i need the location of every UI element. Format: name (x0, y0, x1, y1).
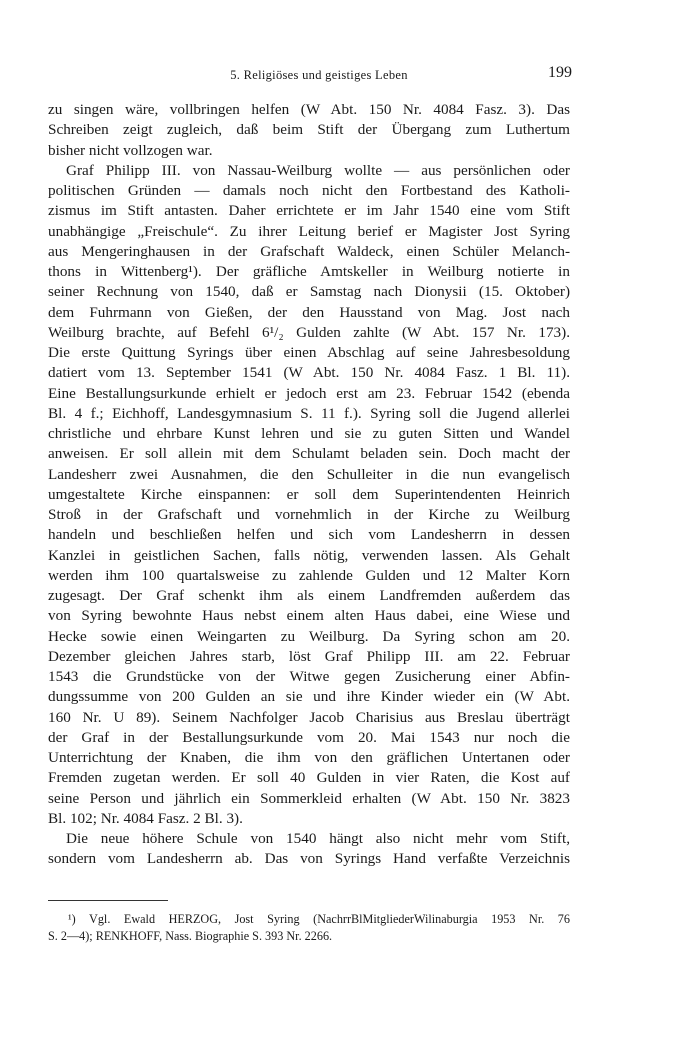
text-line: 1543 die Grundstücke von der Witwe gegen Zusicherung einer Abfin- (48, 668, 570, 685)
footnote-line: ¹) Vgl. Ewald HERZOG, Jost Syring (NachrrBlMitgliederWilinaburgia 1953 Nr. 76 (68, 912, 570, 926)
text-line: zugesagt. Der Graf schenkt ihm als einem Landfremden außerdem das (48, 587, 570, 604)
text-line: Stroß in der Grafschaft und vornehmlich in der Kirche zu Weilburg (48, 506, 570, 523)
text-line: sondern vom Landesherrn ab. Das von Syrings Hand verfaßte Verzeichnis (48, 850, 570, 868)
text-line: Bl. 4 f.; Eichhoff, Landesgymnasium S. 11 f.). Syring soll die Jugend allerlei (48, 404, 570, 422)
text-line: datiert vom 13. September 1541 (W Abt. 150 Nr. 4084 Fasz. 1 Bl. 11). (48, 364, 570, 382)
text-line: anweisen. Er soll allein mit dem Schulamt beladen sein. Doch macht der (48, 445, 570, 463)
running-header (66, 64, 572, 88)
footnotes (48, 911, 570, 944)
text-line: Schreiben zeigt zugleich, daß beim Stift der Übergang zum Luthertum (48, 121, 570, 139)
text-line: christliche und ehrbare Kunst lehren und sie zu guten Sitten und Wandel (48, 425, 570, 442)
text-line: dem Fuhrmann von Gießen, der den Hausstand von Mag. Jost nach (48, 303, 570, 321)
text-line: Kanzlei in geistlichen Sachen, falls nötig, verwenden lassen. Als Gehalt (48, 546, 570, 564)
page-number: 199 (548, 64, 572, 81)
footnote-line: S. 2—4); RENKHOFF, Nass. Biographie S. 393 Nr. 2266. (48, 928, 333, 943)
text-line: Bl. 102; Nr. 4084 Fasz. 2 Bl. 3). (48, 809, 243, 827)
paragraph (48, 100, 570, 161)
text-line: aus Mengeringhausen in der Grafschaft Waldeck, einen Schüler Melanch- (48, 242, 570, 260)
text-line: seine Person und jährlich ein Sommerkleid erhalten (W Abt. 150 Nr. 3823 (48, 789, 570, 807)
body-text (48, 100, 570, 870)
text-line: bisher nicht vollzogen war. (48, 141, 213, 159)
text-line: Eine Bestallungsurkunde erhielt er jedoch erst am 23. Februar 1542 (ebenda (48, 384, 570, 402)
text-line: seiner Rechnung von 1540, daß er Samstag nach Dionysii (15. Oktober) (48, 283, 570, 301)
text-line: Graf Philipp III. von Nassau-Weilburg wollte — aus persönlichen oder (66, 161, 570, 179)
text-line: Unterrichtung der Knaben, die ihm von den gräflichen Untertanen oder (48, 749, 570, 766)
text-line: Die neue höhere Schule von 1540 hängt also nicht mehr vom Stift, (66, 830, 570, 847)
text-line: Weilburg brachte, auf Befehl 6¹/₂ Gulden zahlte (W Abt. 157 Nr. 173). (48, 323, 570, 341)
text-line: unabhängige „Freischule“. Zu ihrer Leitung berief er Magister Jost Syring (48, 222, 570, 240)
text-line: dungssumme von 200 Gulden an sie und ihre Kinder wieder ein (W Abt. (48, 688, 570, 706)
text-line: werden ihm 100 quartalsweise zu zahlende Gulden und 12 Malter Korn (48, 566, 570, 584)
text-line: thons in Wittenberg¹). Der gräfliche Amtskeller in Weilburg notierte in (48, 263, 570, 280)
text-line: Hecke sowie einen Weingarten zu Weilburg. Da Syring schon am 20. (48, 627, 570, 645)
footnote-separator (48, 900, 168, 901)
text-line: 160 Nr. U 89). Seinem Nachfolger Jacob Charisius aus Breslau überträgt (48, 708, 570, 726)
text-line: zismus im Stift antasten. Daher errichtete er im Jahr 1540 eine vom Stift (48, 202, 570, 220)
text-line: umgestaltete Kirche einspannen: er soll dem Superintendenten Heinrich (48, 485, 570, 503)
text-line: Landesherr zwei Ausnahmen, die den Schulleiter in die nun evangelisch (48, 465, 570, 483)
text-line: Die erste Quittung Syrings über einen Abschlag auf seine Jahresbesoldung (48, 344, 570, 361)
paragraph (48, 161, 570, 829)
text-line: von Syring bewohnte Haus nebst einem alten Haus dabei, eine Wiese und (48, 607, 570, 625)
paragraph (48, 829, 570, 870)
text-line: Dezember gleichen Jahres starb, löst Graf Philipp III. am 22. Februar (48, 647, 570, 665)
text-line: handeln und beschließen helfen und sich vom Landesherrn in dessen (48, 526, 570, 544)
text-line: politischen Gründen — damals noch nicht den Fortbestand des Katholi- (48, 182, 570, 199)
text-line: Fremden zugetan werden. Er soll 40 Gulden in vier Raten, die Kost auf (48, 769, 570, 787)
running-title: 5. Religiöses und geistiges Leben (230, 68, 408, 82)
text-line: zu singen wäre, vollbringen helfen (W Abt. 150 Nr. 4084 Fasz. 3). Das (48, 101, 570, 118)
text-line: der Graf in der Bestallungsurkunde vom 20. Mai 1543 nur noch die (48, 728, 570, 746)
